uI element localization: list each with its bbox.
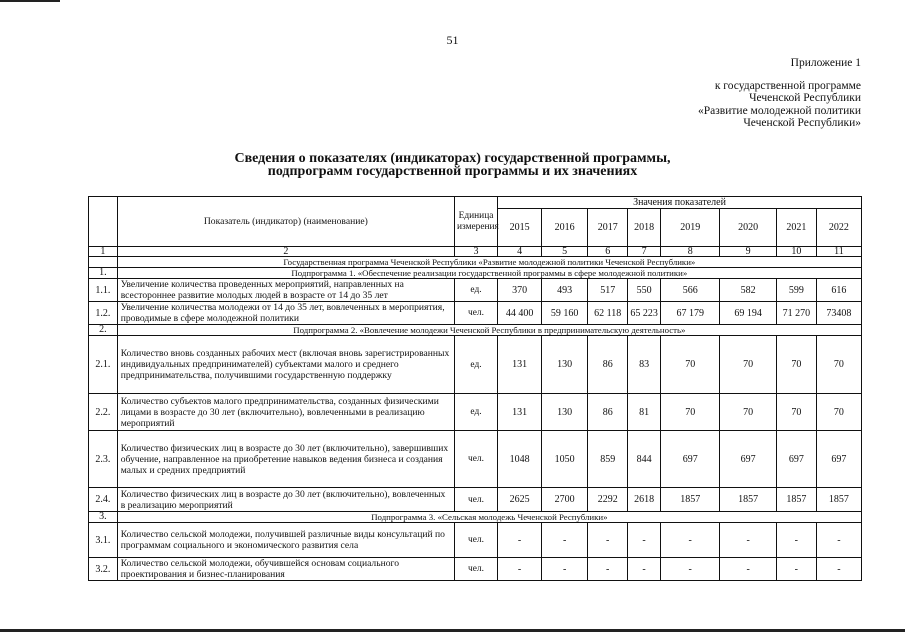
indicator-value: -	[720, 558, 776, 581]
table-row	[89, 523, 862, 558]
row-number: 2.1.	[89, 336, 118, 394]
row-number: 2.3.	[89, 431, 118, 488]
subprogram-title: Подпрограмма 2. «Вовлечение молодежи Чеченской Республики в предпринимательскую деятельность»	[117, 325, 861, 336]
indicator-value: 70	[776, 394, 816, 431]
subprogram-row	[89, 268, 862, 279]
row-number: 3.1.	[89, 523, 118, 558]
indicator-value: -	[816, 558, 861, 581]
indicator-value: 62 118	[588, 302, 628, 325]
indicator-value: 73408	[816, 302, 861, 325]
indicator-unit: чел.	[454, 431, 497, 488]
indicator-name: Увеличение количества молодежи от 14 до 35 лет, вовлеченных в мероприятия, проводимые в сфере молодежной политики	[117, 302, 454, 325]
indicator-value: 2292	[588, 488, 628, 512]
indicators-table	[88, 196, 862, 581]
indicator-value: -	[816, 523, 861, 558]
indicator-value: 70	[776, 336, 816, 394]
row-number: 2.2.	[89, 394, 118, 431]
appendix-line: Чеченской Республики	[749, 92, 861, 104]
indicator-value: 517	[588, 279, 628, 302]
subprogram-num: 2.	[89, 325, 118, 336]
table-row	[89, 431, 862, 488]
indicator-unit: чел.	[454, 302, 497, 325]
column-number: 1	[89, 247, 118, 257]
header-year: 2021	[776, 209, 816, 247]
subprogram-row	[89, 325, 862, 336]
appendix-title: Приложение 1	[790, 57, 861, 69]
row-number: 2.4.	[89, 488, 118, 512]
indicator-value: 1048	[498, 431, 542, 488]
indicator-value: 59 160	[542, 302, 588, 325]
indicator-value: 844	[628, 431, 661, 488]
row-number: 3.2.	[89, 558, 118, 581]
title-line: подпрограмм государственной программы и их значениях	[267, 164, 638, 179]
indicator-value: 2700	[542, 488, 588, 512]
indicator-value: 131	[498, 394, 542, 431]
header-indicator: Показатель (индикатор) (наименование)	[117, 197, 454, 247]
indicator-value: 70	[816, 336, 861, 394]
column-number: 5	[542, 247, 588, 257]
indicator-value: 859	[588, 431, 628, 488]
indicator-value: 550	[628, 279, 661, 302]
indicator-value: 1857	[661, 488, 720, 512]
indicator-name: Количество физических лиц в возрасте до 30 лет (включительно), завершивших обучение, направленное на приобретение навыков ведения бизнеса и создания малых и средних предприятий	[117, 431, 454, 488]
indicator-name: Количество сельской молодежи, получившей различные виды консультаций по программам социального и экономического развития села	[117, 523, 454, 558]
indicator-value: 44 400	[498, 302, 542, 325]
indicator-name: Увеличение количества проведенных мероприятий, направленных на всестороннее развитие молодых людей в возрасте от 14 до 35 лет	[117, 279, 454, 302]
column-number: 7	[628, 247, 661, 257]
page-number: 51	[446, 33, 459, 47]
header-year: 2018	[628, 209, 661, 247]
indicator-value: -	[776, 523, 816, 558]
indicator-name: Количество физических лиц в возрасте до 30 лет (включительно), вовлеченных в реализацию мероприятий	[117, 488, 454, 512]
title-line: Сведения о показателях (индикаторах) государственной программы,	[234, 151, 671, 166]
table-row	[89, 394, 862, 431]
row-number: 1.1.	[89, 279, 118, 302]
column-number: 4	[498, 247, 542, 257]
indicator-value: 370	[498, 279, 542, 302]
header-year: 2016	[542, 209, 588, 247]
indicator-value: 70	[816, 394, 861, 431]
program-title: Государственная программа Чеченской Республики «Развитие молодежной политики Чеченской Республики»	[117, 257, 861, 268]
subprogram-row	[89, 512, 862, 523]
program-num-cell	[89, 257, 118, 268]
table-row	[89, 302, 862, 325]
header-year: 2015	[498, 209, 542, 247]
subprogram-title: Подпрограмма 1. «Обеспечение реализации государственной программы в сфере молодежной политики»	[117, 268, 861, 279]
indicator-unit: чел.	[454, 558, 497, 581]
indicator-value: 697	[816, 431, 861, 488]
indicator-value: 70	[720, 336, 776, 394]
indicator-value: 616	[816, 279, 861, 302]
indicator-value: 86	[588, 394, 628, 431]
bottom-scan-line	[0, 629, 905, 632]
indicator-value: 697	[661, 431, 720, 488]
indicator-value: 1857	[776, 488, 816, 512]
header-year: 2019	[661, 209, 720, 247]
indicator-value: -	[498, 523, 542, 558]
indicator-value: 566	[661, 279, 720, 302]
indicator-value: 1857	[720, 488, 776, 512]
header-num-cell	[89, 197, 118, 247]
indicator-value: 81	[628, 394, 661, 431]
indicator-value: 70	[661, 394, 720, 431]
indicator-value: -	[628, 558, 661, 581]
row-number: 1.2.	[89, 302, 118, 325]
header-year: 2017	[588, 209, 628, 247]
header-unit: Единица измерения	[454, 197, 497, 247]
indicator-value: 2625	[498, 488, 542, 512]
header-values-group: Значения показателей	[498, 197, 862, 209]
indicator-value: 697	[776, 431, 816, 488]
indicator-unit: ед.	[454, 394, 497, 431]
indicator-value: 67 179	[661, 302, 720, 325]
table-row	[89, 279, 862, 302]
column-number: 10	[776, 247, 816, 257]
indicator-value: 83	[628, 336, 661, 394]
indicator-value: 131	[498, 336, 542, 394]
indicator-value: 86	[588, 336, 628, 394]
indicator-value: 71 270	[776, 302, 816, 325]
indicator-value: -	[588, 523, 628, 558]
column-number: 3	[454, 247, 497, 257]
table-row	[89, 488, 862, 512]
indicator-value: -	[588, 558, 628, 581]
column-number: 6	[588, 247, 628, 257]
column-number: 2	[117, 247, 454, 257]
subprogram-title: Подпрограмма 3. «Сельская молодежь Чеченской Республики»	[117, 512, 861, 523]
table-row	[89, 336, 862, 394]
indicator-value: -	[720, 523, 776, 558]
indicator-value: -	[542, 523, 588, 558]
indicator-name: Количество сельской молодежи, обучившейся основам социального проектирования и бизнес-планирования	[117, 558, 454, 581]
indicator-unit: ед.	[454, 279, 497, 302]
indicator-unit: ед.	[454, 336, 497, 394]
indicator-value: 70	[720, 394, 776, 431]
table-row	[89, 558, 862, 581]
appendix-line: Чеченской Республики»	[743, 117, 861, 129]
indicator-value: 493	[542, 279, 588, 302]
header-year: 2022	[816, 209, 861, 247]
indicator-unit: чел.	[454, 523, 497, 558]
indicator-value: 1050	[542, 431, 588, 488]
indicator-value: -	[776, 558, 816, 581]
document-title	[0, 152, 905, 178]
column-number: 11	[816, 247, 861, 257]
indicator-value: -	[661, 558, 720, 581]
indicator-value: 2618	[628, 488, 661, 512]
indicator-value: 69 194	[720, 302, 776, 325]
indicator-value: 697	[720, 431, 776, 488]
indicator-value: 582	[720, 279, 776, 302]
program-row	[89, 257, 862, 268]
subprogram-num: 3.	[89, 512, 118, 523]
indicator-value: 130	[542, 394, 588, 431]
indicator-value: -	[628, 523, 661, 558]
indicator-name: Количество вновь созданных рабочих мест (включая вновь зарегистрированных индивидуальных предпринимателей) субъектами малого и среднего предпринимательства, получившими государственную поддержку	[117, 336, 454, 394]
indicator-value: -	[661, 523, 720, 558]
corner-scan-line	[0, 0, 60, 2]
indicator-unit: чел.	[454, 488, 497, 512]
appendix-line: «Развитие молодежной политики	[698, 104, 861, 117]
indicator-value: 1857	[816, 488, 861, 512]
header-year: 2020	[720, 209, 776, 247]
indicator-name: Количество субъектов малого предпринимательства, созданных физическими лицами в возрасте до 30 лет (включительно), вовлеченными в реализацию мероприятий	[117, 394, 454, 431]
column-number: 9	[720, 247, 776, 257]
indicator-value: 130	[542, 336, 588, 394]
indicator-value: 65 223	[628, 302, 661, 325]
appendix-note	[698, 57, 861, 130]
subprogram-num: 1.	[89, 268, 118, 279]
column-number: 8	[661, 247, 720, 257]
indicator-value: -	[542, 558, 588, 581]
indicator-value: 599	[776, 279, 816, 302]
appendix-line: к государственной программе	[714, 79, 861, 92]
indicator-value: -	[498, 558, 542, 581]
indicator-value: 70	[661, 336, 720, 394]
